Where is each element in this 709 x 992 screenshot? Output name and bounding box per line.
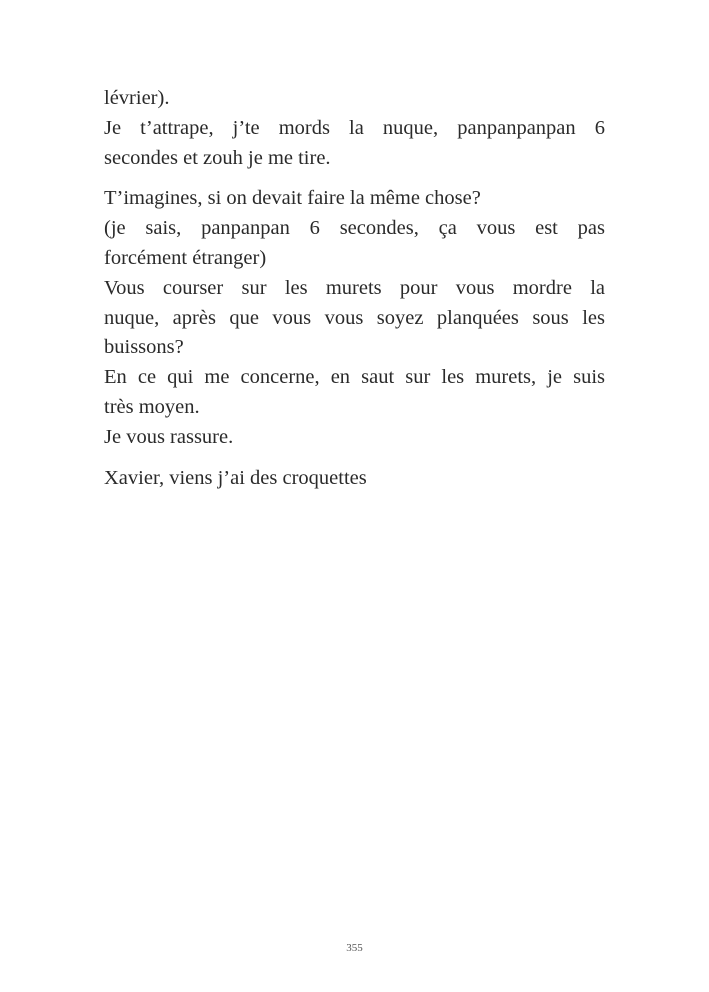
text-line: Xavier, viens j’ai des croquettes	[104, 466, 367, 489]
text-line: En ce qui me concerne, en saut sur les murets, je suis	[104, 366, 605, 389]
text-line: secondes et zouh je me tire.	[104, 146, 331, 169]
paragraph-2	[104, 184, 605, 452]
paragraph-3	[104, 464, 605, 494]
body-text	[104, 84, 605, 504]
page-number: 355	[346, 942, 363, 954]
text-line: lévrier).	[104, 87, 170, 109]
paragraph-1	[104, 84, 605, 173]
text-line: T’imagines, si on devait faire la même chose?	[104, 187, 481, 210]
text-line: forcément étranger)	[104, 246, 267, 269]
text-line: Je t’attrape, j’te mords la nuque, panpanpanpan 6	[104, 116, 605, 139]
text-line: très moyen.	[104, 395, 200, 418]
text-line: buissons?	[104, 336, 184, 359]
text-line: Vous courser sur les murets pour vous mordre la	[104, 276, 605, 299]
text-line: Je vous rassure.	[104, 425, 234, 448]
text-line: nuque, après que vous vous soyez planquées sous les	[104, 306, 605, 329]
text-line: (je sais, panpanpan 6 secondes, ça vous est pas	[104, 217, 605, 240]
